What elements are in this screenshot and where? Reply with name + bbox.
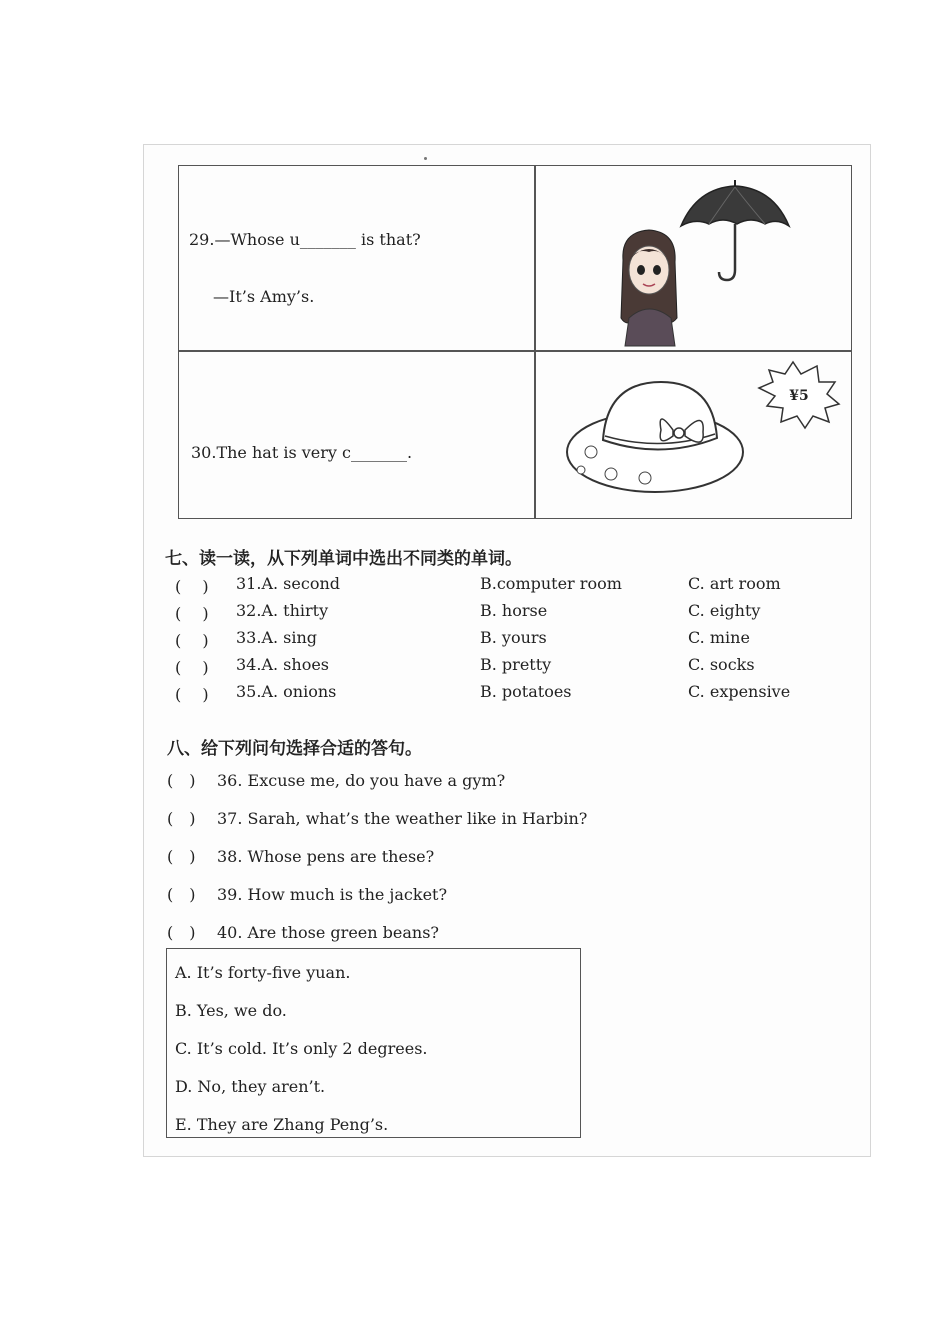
question-37-text: 37. Sarah, what’s the weather like in Harbin? [217, 809, 588, 828]
option-32-b: B. horse [480, 601, 548, 620]
section-7-row-35 [175, 682, 815, 706]
answer-paren-39[interactable]: ( ) [167, 885, 196, 904]
answer-option-d: D. No, they aren’t. [175, 1077, 326, 1096]
hat-picture [537, 352, 849, 516]
question-29-blank[interactable]: _______ [299, 230, 356, 249]
question-30-text: 30.The hat is very c [191, 443, 351, 462]
answer-option-a: A. It’s forty-five yuan. [175, 963, 351, 982]
option-33-a: 33.A. sing [236, 628, 318, 647]
answer-options-box [166, 948, 581, 1138]
option-35-b: B. potatoes [480, 682, 572, 701]
question-39-row [167, 882, 447, 905]
option-33-c: C. mine [688, 628, 750, 647]
question-30-line [191, 443, 412, 462]
option-34-c: C. socks [688, 655, 755, 674]
answer-paren-34[interactable]: ( ) [175, 658, 209, 677]
question-38-text: 38. Whose pens are these? [217, 847, 435, 866]
section-7-row-31 [175, 574, 815, 598]
answer-paren-33[interactable]: ( ) [175, 631, 209, 650]
hat-icon [567, 382, 743, 492]
answer-option-c: C. It’s cold. It’s only 2 degrees. [175, 1039, 428, 1058]
question-30-blank[interactable]: _______ [351, 443, 407, 462]
option-34-a: 34.A. shoes [236, 655, 329, 674]
scan-speck [424, 157, 427, 160]
question-29-line2: —It’s Amy’s. [213, 287, 315, 306]
option-31-c: C. art room [688, 574, 781, 593]
question-29-text: 29.—Whose u [189, 230, 300, 249]
section-7-row-34 [175, 655, 815, 679]
answer-paren-31[interactable]: ( ) [175, 577, 209, 596]
answer-paren-38[interactable]: ( ) [167, 847, 196, 866]
answer-paren-32[interactable]: ( ) [175, 604, 209, 623]
answer-paren-35[interactable]: ( ) [175, 685, 209, 704]
option-31-b: B.computer room [480, 574, 622, 593]
girl-icon [621, 230, 677, 346]
option-35-a: 35.A. onions [236, 682, 337, 701]
girl-with-umbrella-picture [537, 168, 849, 348]
question-39-text: 39. How much is the jacket? [217, 885, 448, 904]
option-31-a: 31.A. second [236, 574, 340, 593]
question-37-row [167, 806, 587, 829]
section-7-row-33 [175, 628, 815, 652]
umbrella-icon [681, 180, 789, 280]
picture-question-table [178, 165, 852, 519]
option-35-c: C. expensive [688, 682, 791, 701]
question-29-end: is that? [361, 230, 421, 249]
answer-option-e: E. They are Zhang Peng’s. [175, 1115, 389, 1134]
question-36-row [167, 768, 505, 791]
question-36-text: 36. Excuse me, do you have a gym? [217, 771, 506, 790]
option-32-c: C. eighty [688, 601, 761, 620]
question-38-row [167, 844, 434, 867]
question-30-end: . [407, 443, 413, 462]
section-7-title: 七、读一读，从下列单词中选出不同类的单词。 [165, 549, 522, 569]
question-40-row [167, 920, 439, 943]
option-33-b: B. yours [480, 628, 547, 647]
question-29-line1 [189, 230, 421, 249]
answer-paren-40[interactable]: ( ) [167, 923, 196, 942]
answer-option-b: B. Yes, we do. [175, 1001, 287, 1020]
answer-paren-37[interactable]: ( ) [167, 809, 196, 828]
option-34-b: B. pretty [480, 655, 552, 674]
table-divider-vertical [534, 166, 536, 518]
price-label: ¥5 [789, 388, 809, 404]
answer-paren-36[interactable]: ( ) [167, 771, 196, 790]
section-7-row-32 [175, 601, 815, 625]
option-32-a: 32.A. thirty [236, 601, 329, 620]
question-40-text: 40. Are those green beans? [217, 923, 439, 942]
section-8-title: 八、给下列问句选择合适的答句。 [167, 739, 422, 759]
